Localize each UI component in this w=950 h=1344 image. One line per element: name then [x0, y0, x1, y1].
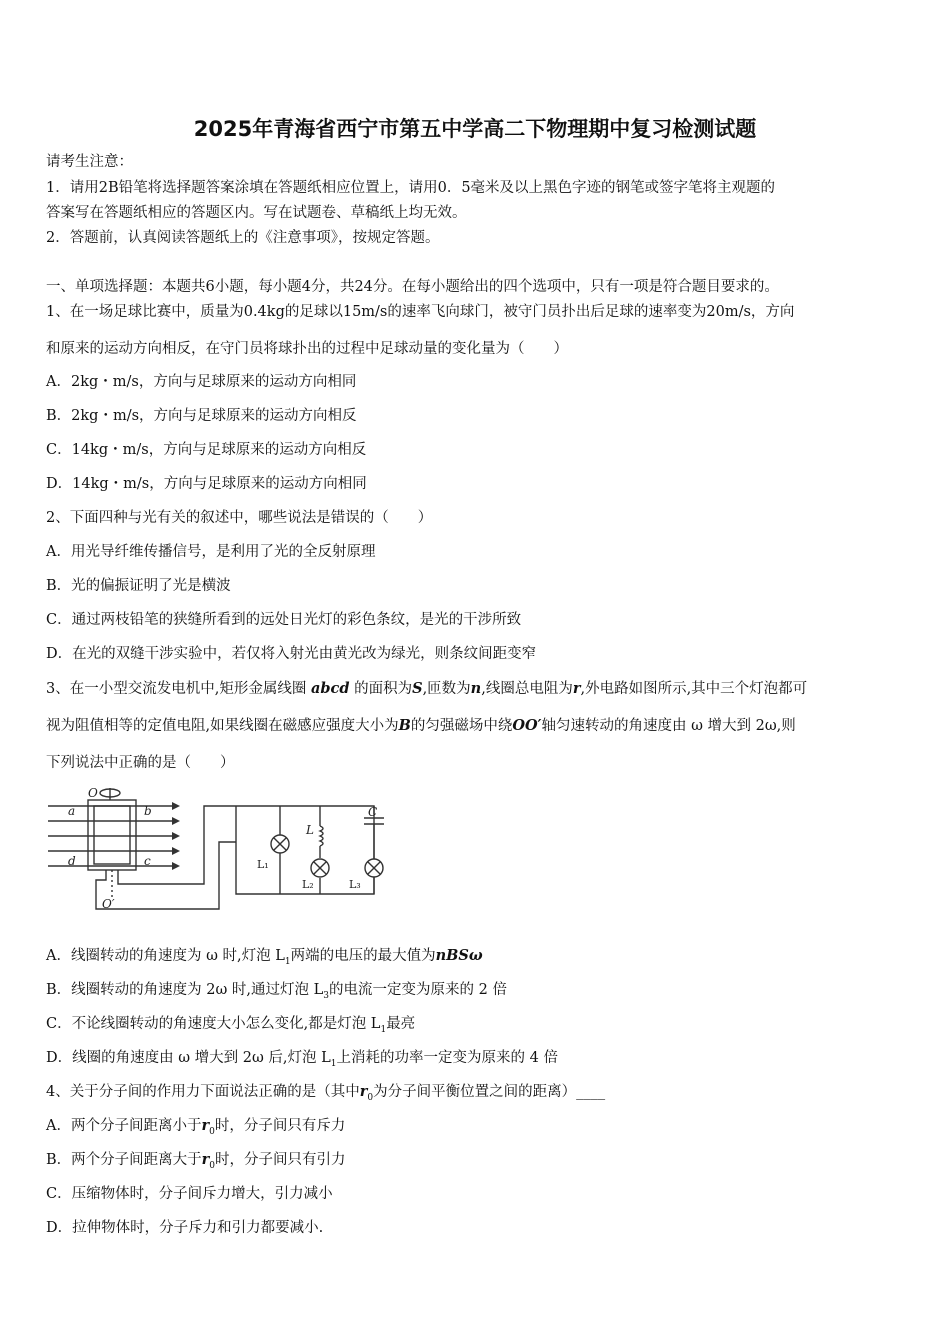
notice-item-1a: 1．请用2B铅笔将选择题答案涂填在答题纸相应位置上，请用0．5毫米及以上黑色字迹的钢笔或签字笔将主观题的 — [46, 180, 776, 196]
q1-option-c: C．14kg・m/s，方向与足球原来的运动方向相反 — [46, 442, 367, 458]
q4-stem — [46, 1082, 910, 1108]
q3-option-a-sub: 1 — [284, 956, 291, 967]
q3-text: 的面积为 — [349, 681, 413, 697]
notice-heading: 请考生注意： — [46, 154, 133, 170]
label-o: O — [88, 786, 98, 800]
q1-option-a: A．2kg・m/s，方向与足球原来的运动方向相同 — [46, 374, 357, 390]
q3-option-a-formula: nBSω — [435, 947, 483, 964]
q3-option-b-text: B．线圈转动的角速度为 2ω 时,通过灯泡 L — [46, 982, 324, 998]
q2-option-d: D．在光的双缝干涉实验中，若仅将入射光由黄光改为绿光，则条纹间距变窄 — [46, 646, 537, 662]
q3-text: ,匝数为 — [422, 681, 471, 697]
q3-text: 3、在一小型交流发电机中,矩形金属线圈 — [46, 681, 311, 697]
q3-option-b-text2: 的电流一定变为原来的 2 倍 — [329, 982, 507, 998]
q3-option-b-sub: 3 — [323, 990, 330, 1001]
q2-option-a: A．用光导纤维传播信号，是利用了光的全反射原理 — [46, 544, 376, 560]
q4-sub: 0 — [209, 1160, 216, 1171]
q3-text: 的匀强磁场中绕 — [410, 718, 513, 734]
q3-text: ,外电路如图所示,其中三个灯泡都可 — [580, 681, 808, 697]
label-c: c — [144, 854, 151, 868]
q3-stem-line2 — [46, 716, 910, 736]
q4-option-b-text: B．两个分子间距离大于 — [46, 1152, 202, 1168]
q4-option-b-text2: 时，分子间只有引力 — [215, 1152, 346, 1168]
page-title: 2025年青海省西宁市第五中学高二下物理期中复习检测试题 — [193, 117, 757, 141]
q4-var-r: r — [201, 1151, 210, 1168]
q3-option-c-sub: 1 — [380, 1024, 387, 1035]
q3-option-a-text: A．线圈转动的角速度为 ω 时,灯泡 L — [46, 948, 285, 964]
q4-option-c: C．压缩物体时，分子间斥力增大，引力减小 — [46, 1186, 333, 1202]
label-l2: L₂ — [302, 878, 314, 891]
label-l1: L₁ — [257, 858, 269, 871]
q3-var-r: r — [572, 680, 581, 697]
q3-text: 轴匀速转动的角速度由 ω 增大到 2ω,则 — [541, 718, 796, 734]
q3-var-oo: OO′ — [512, 717, 542, 734]
q2-stem: 2、下面四种与光有关的叙述中，哪些说法是错误的（ ） — [46, 510, 433, 526]
q3-option-d-sub: 1 — [330, 1058, 337, 1069]
q3-option-d-text: D．线圈的角速度由 ω 增大到 2ω 后,灯泡 L — [46, 1050, 331, 1066]
q1-stem-line2: 和原来的运动方向相反，在守门员将球扑出的过程中足球动量的变化量为（ ） — [46, 341, 568, 357]
q4-text2: 为分子间平衡位置之间的距离）____ — [373, 1084, 606, 1100]
q1-option-b: B．2kg・m/s，方向与足球原来的运动方向相反 — [46, 408, 357, 424]
q4-option-a — [46, 1116, 345, 1142]
notice-item-2: 2．答题前，认真阅读答题纸上的《注意事项》，按规定答题。 — [46, 230, 440, 246]
q3-text: ,线圈总电阻为 — [481, 681, 573, 697]
q4-sub: 0 — [209, 1126, 215, 1137]
label-a: a — [68, 804, 76, 818]
label-o-prime: O′ — [102, 897, 115, 911]
q3-option-a-text2: 两端的电压的最大值为 — [290, 948, 436, 964]
q3-option-d-text2: 上消耗的功率一定变为原来的 4 倍 — [336, 1050, 558, 1066]
q4-option-b — [46, 1150, 346, 1176]
q1-option-d: D．14kg・m/s，方向与足球原来的运动方向相同 — [46, 476, 367, 492]
q4-sub: 0 — [367, 1092, 374, 1103]
q2-option-c: C．通过两枝铅笔的狭缝所看到的远处日光灯的彩色条纹，是光的干涉所致 — [46, 612, 522, 628]
generator-circuit-diagram — [44, 784, 394, 914]
q4-text: 4、关于分子间的作用力下面说法正确的是（其中 — [46, 1084, 360, 1100]
q3-var-s: S — [412, 680, 423, 697]
q3-var-abcd: abcd — [310, 680, 350, 697]
q4-option-a-text: A．两个分子间距离小于 — [46, 1118, 202, 1134]
q3-option-c-text2: 最亮 — [386, 1016, 416, 1032]
q3-option-d — [46, 1048, 558, 1074]
notice-item-1b: 答案写在答题纸相应的答题区内。写在试题卷、草稿纸上均无效。 — [46, 205, 467, 221]
q4-var-r: r — [359, 1083, 368, 1100]
q3-var-b: B — [398, 717, 411, 734]
section-heading: 一、单项选择题：本题共6小题，每小题4分，共24分。在每小题给出的四个选项中，只有一项是符合题目要求的。 — [46, 279, 779, 295]
q3-option-c — [46, 1014, 415, 1040]
label-d: d — [68, 854, 76, 868]
q3-stem-line3: 下列说法中正确的是（ ） — [46, 755, 235, 771]
q3-text: 视为阻值相等的定值电阻,如果线圈在磁感应强度大小为 — [46, 718, 399, 734]
inductor-symbol — [320, 826, 323, 846]
q4-option-a-text2: 时，分子间只有斥力 — [214, 1118, 346, 1134]
q3-stem-line1 — [46, 679, 910, 699]
label-inductor: L — [306, 823, 314, 837]
q4-var-r: r — [201, 1117, 210, 1134]
q1-stem-line1: 1、在一场足球比赛中，质量为0.4kg的足球以15m/s的速率飞向球门，被守门员扑出后足球的速率变为20m/s，方向 — [46, 304, 795, 320]
q4-option-d: D．拉伸物体时，分子斥力和引力都要减小. — [46, 1220, 324, 1236]
label-capacitor: C — [368, 805, 378, 819]
label-b: b — [144, 804, 152, 818]
q3-var-n: n — [470, 680, 482, 697]
q3-option-b — [46, 980, 507, 1006]
q3-option-a — [46, 946, 483, 972]
label-l3: L₃ — [349, 878, 361, 891]
q3-option-c-text: C．不论线圈转动的角速度大小怎么变化,都是灯泡 L — [46, 1016, 381, 1032]
q2-option-b: B．光的偏振证明了光是横波 — [46, 578, 231, 594]
